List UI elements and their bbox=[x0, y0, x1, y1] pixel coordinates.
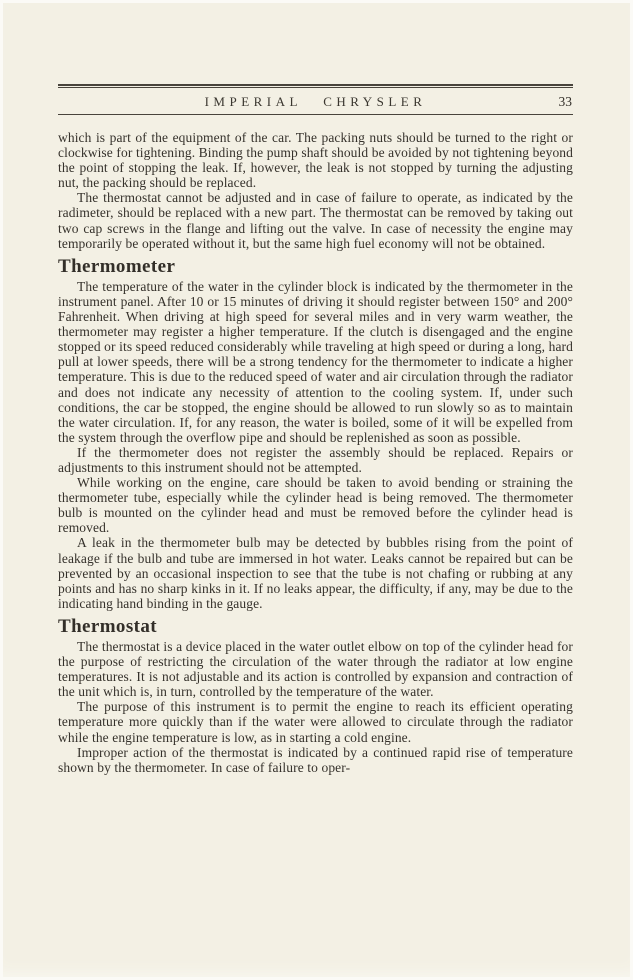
paragraph: While working on the engine, care should be taken to avoid bending or straining the thermometer tube, especially while the cylinder head is being removed. The thermometer bulb is mounted on the cylinder head and must be removed before the cylinder head is removed. bbox=[58, 475, 573, 536]
paragraph: A leak in the thermometer bulb may be detected by bubbles rising from the point of leakage if the bulb and tube are immersed in hot water. Leaks cannot be repaired but can be prevented by an occasional inspection to see that the tube is not chafing or rubbing at any points and has no sharp kinks in it. If no leaks appear, the difficulty, if any, may be due to the indicating hand binding in the gauge. bbox=[58, 535, 573, 611]
paragraph: The purpose of this instrument is to permit the engine to reach its efficient operating temperature more quickly than if the water were allowed to circulate through the radiator while the engine temperature is low, as in starting a cold engine. bbox=[58, 699, 573, 745]
page-header bbox=[58, 84, 573, 115]
running-title: IMPERIAL CHRYSLER bbox=[204, 94, 427, 109]
header-single-rule bbox=[58, 114, 573, 115]
paragraph: The thermostat cannot be adjusted and in case of failure to operate, as indicated by the radimeter, should be replaced with a new part. The thermostat can be removed by taking out two cap screws in the flange and lifting out the valve. In case of necessity the engine may temporarily be operated without it, but the same high fuel economy will not be obtained. bbox=[58, 190, 573, 251]
content-column bbox=[58, 84, 573, 775]
header-double-rule bbox=[58, 84, 573, 88]
page-number: 33 bbox=[558, 94, 572, 109]
paragraph: The thermostat is a device placed in the water outlet elbow on top of the cylinder head for the purpose of restricting the circulation of the water through the radiator at low engine temperatures. It is not adjustable and its action is controlled by expansion and contraction of the unit which is, in turn, controlled by the temperature of the water. bbox=[58, 639, 573, 700]
paragraph: Improper action of the thermostat is indicated by a continued rapid rise of temperature shown by the thermometer. In case of failure to oper- bbox=[58, 744, 573, 775]
paragraph: The temperature of the water in the cylinder block is indicated by the thermometer in the instrument panel. After 10 or 15 minutes of driving it should register between 150° and 200° Fahrenheit. When driving at high speed for several miles and in very warm weather, the thermometer may register a higher temperature. If the clutch is disengaged and the engine stopped or its speed reduced considerably while traveling at high speed or during a long, hard pull at lower speeds, there will be a strong tendency for the thermometer to indicate a higher temperature. This is due to the reduced speed of water and air circulation through the radiator and does not indicate any necessity of attention to the cooling system. If, under such conditions, the car be stopped, the engine should be allowed to run slowly so as to maintain the water circulation. If, for any reason, the water is boiled, some of it will be expelled from the system through the overflow pipe and should be replenished as soon as possible. bbox=[58, 278, 573, 445]
page-body bbox=[58, 130, 573, 775]
section-heading-thermostat: Thermostat bbox=[58, 615, 157, 637]
header-row bbox=[58, 92, 573, 112]
paragraph-continuation: which is part of the equipment of the car. The packing nuts should be turned to the right or clockwise for tightening. Binding the pump shaft should be avoided by not tightening beyond the point of stopping the leak. If, however, the leak is not stopped by turning the adjusting nut, the packing should be replaced. bbox=[58, 130, 573, 191]
section-heading-thermometer: Thermometer bbox=[58, 255, 176, 277]
paragraph: If the thermometer does not register the assembly should be replaced. Repairs or adjustments to this instrument should not be attempted. bbox=[58, 444, 573, 475]
